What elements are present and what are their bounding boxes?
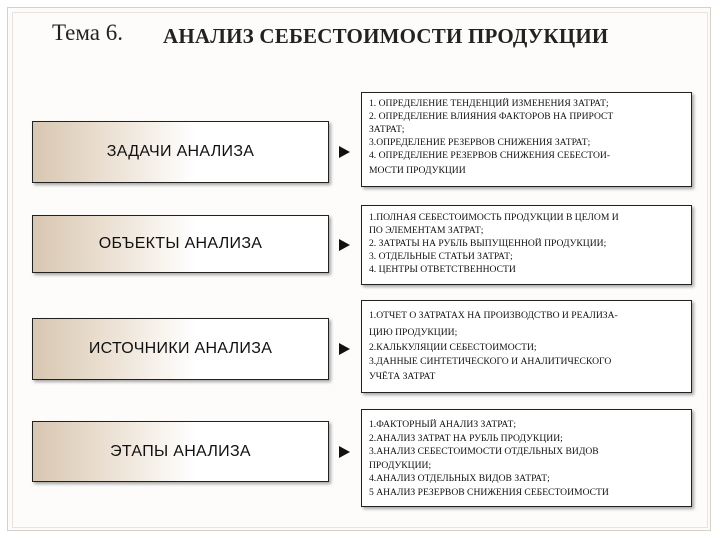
detail-line: 5 АНАЛИЗ РЕЗЕРВОВ СНИЖЕНИЯ СЕБЕСТОИМОСТИ [369,486,609,498]
detail-line: 4. ЦЕНТРЫ ОТВЕТСТВЕННОСТИ [369,263,516,275]
detail-line: 1.ПОЛНАЯ СЕБЕСТОИМОСТЬ ПРОДУКЦИИ В ЦЕЛОМ И [369,212,619,223]
category-label: ОБЪЕКТЫ АНАЛИЗА [98,235,263,252]
details-box-sources [361,300,692,393]
arrow-right-icon [337,445,351,459]
topic-number: Тема 6. [52,20,123,45]
category-label: ЗАДАЧИ АНАЛИЗА [106,143,255,160]
detail-line: 3.ДАННЫЕ СИНТЕТИЧЕСКОГО И АНАЛИТИЧЕСКОГО [369,356,612,368]
detail-line: МОСТИ ПРОДУКЦИИ [369,164,466,176]
page-title: АНАЛИЗ СЕБЕСТОИМОСТИ ПРОДУКЦИИ [163,24,609,48]
detail-line: ЗАТРАТ; [369,123,405,135]
detail-line: 1.ФАКТОРНЫЙ АНАЛИЗ ЗАТРАТ; [369,419,517,430]
detail-line: 1.ОТЧЕТ О ЗАТРАТАХ НА ПРОИЗВОДСТВО И РЕАЛИЗА- [369,310,618,321]
arrow-right-icon [337,145,351,159]
details-box-stages [361,409,692,507]
detail-line: 1. ОПРЕДЕЛЕНИЕ ТЕНДЕНЦИЙ ИЗМЕНЕНИЯ ЗАТРАТ; [369,98,609,109]
category-box-tasks [32,121,329,183]
category-box-objects [32,215,329,273]
detail-line: 3.ОПРЕДЕЛЕНИЕ РЕЗЕРВОВ СНИЖЕНИЯ ЗАТРАТ; [369,136,591,148]
detail-line: 2.АНАЛИЗ ЗАТРАТ НА РУБЛЬ ПРОДУКЦИИ; [369,432,563,444]
category-box-stages [32,421,329,482]
arrow-right-icon [337,238,351,252]
detail-line: 4.АНАЛИЗ ОТДЕЛЬНЫХ ВИДОВ ЗАТРАТ; [369,473,550,485]
detail-line: 2.КАЛЬКУЛЯЦИИ СЕБЕСТОИМОСТИ; [369,341,537,353]
detail-line: ЦИЮ ПРОДУКЦИИ; [369,327,458,339]
category-label: ИСТОЧНИКИ АНАЛИЗА [88,340,273,357]
category-box-sources [32,318,329,380]
arrow-right-icon [337,342,351,356]
detail-line: 2. ЗАТРАТЫ НА РУБЛЬ ВЫПУЩЕННОЙ ПРОДУКЦИИ; [369,237,607,249]
details-box-objects [361,205,692,285]
detail-line: 3. ОТДЕЛЬНЫЕ СТАТЬИ ЗАТРАТ; [369,250,513,262]
detail-line: УЧЁТА ЗАТРАТ [369,370,436,382]
detail-line: 4. ОПРЕДЕЛЕНИЕ РЕЗЕРВОВ СНИЖЕНИЯ СЕБЕСТОИ- [369,149,611,161]
detail-line: 3.АНАЛИЗ СЕБЕСТОИМОСТИ ОТДЕЛЬНЫХ ВИДОВ [369,446,599,458]
detail-line: ПО ЭЛЕМЕНТАМ ЗАТРАТ; [369,224,484,236]
details-box-tasks [361,92,692,187]
detail-line: 2. ОПРЕДЕЛЕНИЕ ВЛИЯНИЯ ФАКТОРОВ НА ПРИРОСТ [369,110,614,122]
detail-line: ПРОДУКЦИИ; [369,459,432,471]
category-label: ЭТАПЫ АНАЛИЗА [110,442,251,460]
